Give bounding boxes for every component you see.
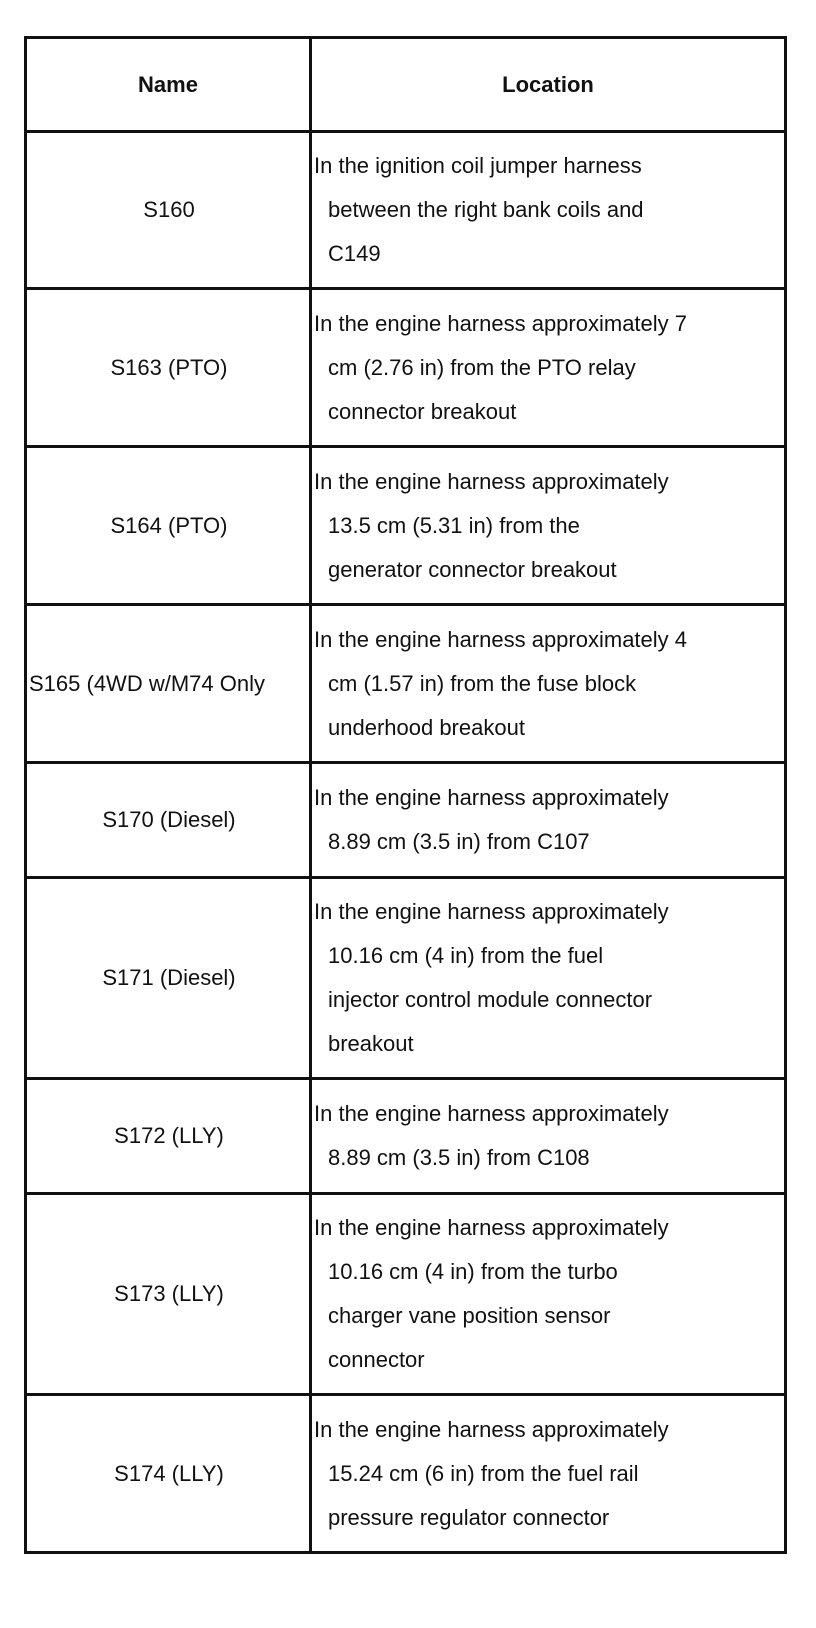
location-line: In the engine harness approximately (314, 1101, 669, 1126)
location-line: 13.5 cm (5.31 in) from the (328, 512, 580, 538)
location-line: In the engine harness approximately 4 (314, 626, 688, 652)
table-row (26, 878, 786, 1079)
table-row (26, 1079, 786, 1194)
location-line: connector (328, 1347, 425, 1372)
splice-name-cell: S165 (4WD w/M74 Only (26, 605, 311, 763)
location-line: In the engine harness approximately (314, 1215, 669, 1240)
splice-location-cell (311, 878, 786, 1079)
location-line: 10.16 cm (4 in) from the fuel (328, 943, 604, 968)
location-line: underhood breakout (328, 714, 525, 740)
location-line: In the engine harness approximately (314, 468, 669, 494)
splice-location-cell (311, 1395, 786, 1553)
splice-location-cell (311, 1194, 786, 1395)
table-row (26, 289, 786, 447)
location-line: In the engine harness approximately (314, 785, 669, 810)
table-body (26, 132, 786, 1553)
splice-name-cell: S164 (PTO) (26, 447, 311, 605)
splice-location-cell (311, 289, 786, 447)
splice-location-cell (311, 447, 786, 605)
location-line: generator connector breakout (328, 556, 617, 582)
location-line: In the engine harness approximately (314, 899, 669, 924)
location-line: injector control module connector (328, 987, 653, 1012)
location-line: 8.89 cm (3.5 in) from C107 (328, 829, 590, 854)
location-line: cm (1.57 in) from the fuse block (328, 670, 637, 696)
location-line: cm (2.76 in) from the PTO relay (328, 354, 636, 380)
splice-location-cell (311, 605, 786, 763)
location-line: In the engine harness approximately (314, 1416, 669, 1442)
location-line: 10.16 cm (4 in) from the turbo (328, 1259, 618, 1284)
splice-name-cell: S160 (26, 132, 311, 289)
table-row (26, 763, 786, 878)
table-row (26, 605, 786, 763)
column-header-location: Location (311, 38, 786, 132)
location-line: charger vane position sensor (328, 1303, 611, 1328)
column-header-name: Name (26, 38, 311, 132)
table-row (26, 1395, 786, 1553)
location-line: connector breakout (328, 398, 517, 424)
location-line: pressure regulator connector (328, 1504, 610, 1530)
location-line: 8.89 cm (3.5 in) from C108 (328, 1145, 590, 1170)
table-row (26, 1194, 786, 1395)
splice-location-cell (311, 763, 786, 878)
splice-location-table (24, 36, 787, 1554)
table-row (26, 132, 786, 289)
splice-name-cell: S173 (LLY) (26, 1194, 311, 1395)
location-line: between the right bank coils and (328, 197, 644, 222)
splice-name-cell: S171 (Diesel) (26, 878, 311, 1079)
location-line: In the engine harness approximately 7 (314, 310, 688, 336)
header-row (26, 38, 786, 132)
splice-location-cell (311, 132, 786, 289)
table-header (26, 38, 786, 132)
splice-name-cell: S163 (PTO) (26, 289, 311, 447)
table-row (26, 447, 786, 605)
splice-location-cell (311, 1079, 786, 1194)
location-line: C149 (328, 241, 381, 266)
location-line: In the ignition coil jumper harness (314, 153, 642, 178)
splice-name-cell: S174 (LLY) (26, 1395, 311, 1553)
splice-name-cell: S172 (LLY) (26, 1079, 311, 1194)
splice-name-cell: S170 (Diesel) (26, 763, 311, 878)
location-line: 15.24 cm (6 in) from the fuel rail (328, 1460, 639, 1486)
location-line: breakout (328, 1031, 414, 1056)
